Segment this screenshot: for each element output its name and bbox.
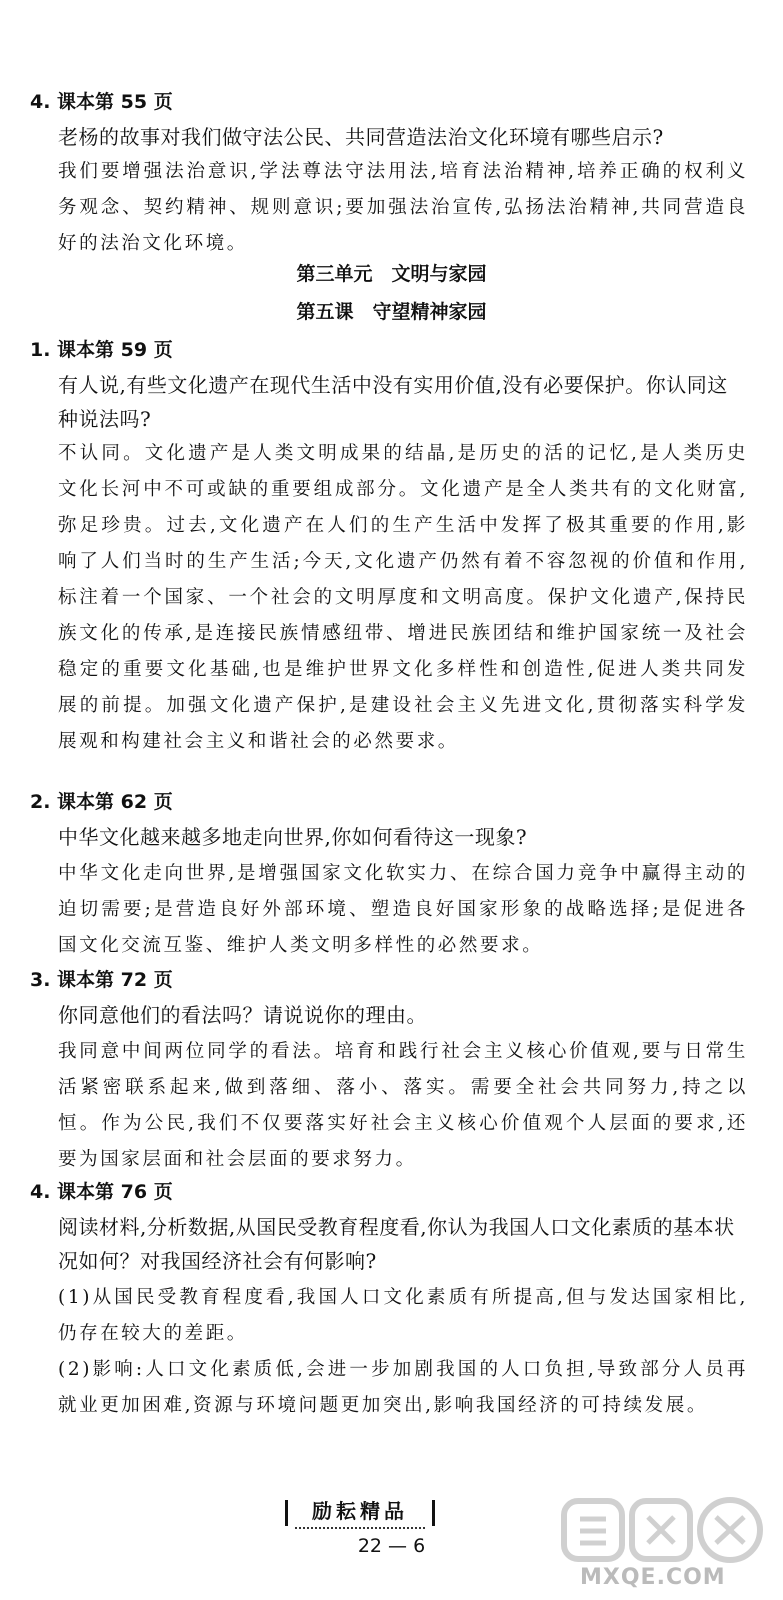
question-text: 中华文化越来越多地走向世界,你如何看待这一现象? xyxy=(58,825,528,849)
answer-text: 中华文化走向世界,是增强国家文化软实力、在综合国力竞争中赢得主动的迫切需要;是营造良好外部环境、塑造良好国家形象的战略选择;是促进各国文化交流互鉴、维护人类文明多样性的必然要求。 xyxy=(58,863,748,956)
question-heading: 3. 课本第 72 页 xyxy=(30,969,173,991)
watermark-url: MXQE.COM xyxy=(580,1565,726,1590)
question-text: 你同意他们的看法吗？请说说你的理由。 xyxy=(58,1003,427,1027)
answer-text: 我们要增强法治意识,学法尊法守法用法,培育法治精神,培养正确的权利义务观念、契约精神、规则意识;要加强法治宣传,弘扬法治精神,共同营造良好的法治文化环境。 xyxy=(58,161,748,254)
answer-text: (1)从国民受教育程度看,我国人口文化素质有所提高,但与发达国家相比,仍存在较大的差距。 xyxy=(58,1287,748,1344)
brand-underline xyxy=(295,1527,425,1529)
brand-bar-left xyxy=(285,1500,288,1526)
question-text: 有人说,有些文化遗产在现代生活中没有实用价值,没有必要保护。你认同这种说法吗? xyxy=(58,373,728,431)
answer-text: 我同意中间两位同学的看法。培育和践行社会主义核心价值观,要与日常生活紧密联系起来,做到落细、落小、落实。需要全社会共同努力,持之以恒。作为公民,我们不仅要落实好社会主义核心价值观个人层面的要求,还要为国家层面和社会层面的要求努力。 xyxy=(58,1041,748,1170)
question-text: 老杨的故事对我们做守法公民、共同营造法治文化环境有哪些启示? xyxy=(58,125,664,149)
answer-text: (2)影响:人口文化素质低,会进一步加剧我国的人口负担,导致部分人员再就业更加困难,资源与环境问题更加突出,影响我国经济的可持续发展。 xyxy=(58,1359,748,1416)
brand-bar-right xyxy=(432,1500,435,1526)
question-heading: 4. 课本第 76 页 xyxy=(30,1181,173,1203)
question-heading: 1. 课本第 59 页 xyxy=(30,339,173,361)
footer-brand xyxy=(285,1496,435,1528)
question-heading: 4. 课本第 55 页 xyxy=(30,91,173,113)
page-number: 22 — 6 xyxy=(357,1535,426,1557)
watermark-stamp-icon xyxy=(560,1495,765,1567)
lesson-title: 第五课 守望精神家园 xyxy=(296,301,487,323)
question-text: 阅读材料,分析数据,从国民受教育程度看,你认为我国人口文化素质的基本状况如何？对我国经济社会有何影响? xyxy=(58,1215,735,1273)
question-heading: 2. 课本第 62 页 xyxy=(30,791,173,813)
unit-title: 第三单元 文明与家园 xyxy=(296,263,487,285)
brand-text: 励耘精品 xyxy=(312,1499,408,1523)
answer-text: 不认同。文化遗产是人类文明成果的结晶,是历史的活的记忆,是人类历史文化长河中不可或缺的重要组成部分。文化遗产是全人类共有的文化财富,弥足珍贵。过去,文化遗产在人们的生产生活中发挥了极其重要的作用,影响了人们当时的生产生活;今天,文化遗产仍然有着不容忽视的价值和作用,标注着一个国家、一个社会的文明厚度和文明高度。保护文化遗产,保持民族文化的传承,是连接民族情感纽带、增进民族团结和维护国家统一及社会稳定的重要文化基础,也是维护世界文化多样性和创造性,促进人类共同发展的前提。加强文化遗产保护,是建设社会主义先进文化,贯彻落实科学发展观和构建社会主义和谐社会的必然要求。 xyxy=(58,443,748,752)
